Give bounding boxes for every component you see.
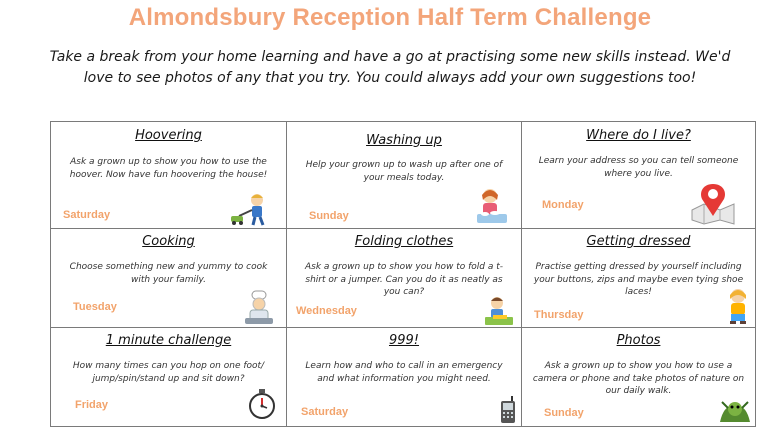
card-description: Learn how and who to call in an emergency and what information you might need. xyxy=(305,361,503,384)
nature-photo-picture xyxy=(718,396,752,424)
card-description: Ask a grown up to show you how to use a camera or phone and take photos of nature on our daily walk. xyxy=(532,361,745,396)
stopwatch-picture xyxy=(247,388,277,420)
page-title: Almondsbury Reception Half Term Challenge xyxy=(128,4,652,31)
day-label: Tuesday xyxy=(73,301,117,313)
card-description: Ask a grown up to show you how to use the hoover. Now have fun hoovering the house! xyxy=(69,157,268,180)
card-heading: 999! xyxy=(388,333,420,348)
card-description: Help your grown up to wash up after one of your meals today. xyxy=(305,160,503,183)
day-label: Thursday xyxy=(534,309,584,321)
card-description: Ask a grown up to show you how to fold a t-shirt or a jumper. Can you do it as neatly as you can? xyxy=(304,262,504,297)
map-pin-picture xyxy=(690,180,736,226)
phone-picture xyxy=(497,394,519,424)
card-description: How many times can you hop on one foot/ jump/spin/stand up and sit down? xyxy=(72,361,265,384)
challenge-card-washing-up xyxy=(287,122,522,229)
card-heading: 1 minute challenge xyxy=(105,333,232,348)
washing-up-picture xyxy=(473,186,511,226)
challenge-card-1-minute-challenge xyxy=(51,328,287,426)
day-label: Wednesday xyxy=(296,305,357,317)
card-heading: Cooking xyxy=(142,234,195,249)
challenge-card-cooking xyxy=(51,229,287,328)
day-label: Saturday xyxy=(63,209,111,221)
day-label: Sunday xyxy=(309,210,349,222)
challenge-card-photos xyxy=(522,328,755,426)
card-heading: Photos xyxy=(616,333,661,348)
day-label: Saturday xyxy=(301,406,349,418)
card-heading: Hoovering xyxy=(135,128,202,143)
challenge-card-999 xyxy=(287,328,522,426)
day-label: Sunday xyxy=(544,407,584,419)
challenge-card-where-do-i-live xyxy=(522,122,755,229)
hoover-picture xyxy=(229,192,277,226)
card-description: Learn your address so you can tell someone where you live. xyxy=(538,156,739,179)
card-description: Choose something new and yummy to cook with your family. xyxy=(69,262,268,285)
folding-clothes-picture xyxy=(483,295,515,327)
card-heading: Where do I live? xyxy=(586,128,691,143)
cooking-picture xyxy=(241,289,277,327)
card-heading: Washing up xyxy=(366,133,442,148)
card-heading: Folding clothes xyxy=(354,234,454,249)
day-label: Friday xyxy=(75,399,109,411)
intro-text: Take a break from your home learning and have a go at practising some new skills instead. We'd love to see photos of any that you try. You could always add your own suggestions too! xyxy=(49,49,731,86)
challenge-card-folding-clothes xyxy=(287,229,522,328)
challenge-grid xyxy=(50,121,756,427)
challenge-card-hoovering xyxy=(51,122,287,229)
challenge-card-getting-dressed xyxy=(522,229,755,328)
card-description: Practise getting dressed by yourself including your buttons, zips and maybe even tying shoe laces! xyxy=(533,262,744,297)
getting-dressed-picture xyxy=(724,287,752,325)
card-heading: Getting dressed xyxy=(586,234,691,249)
day-label: Monday xyxy=(542,199,584,211)
